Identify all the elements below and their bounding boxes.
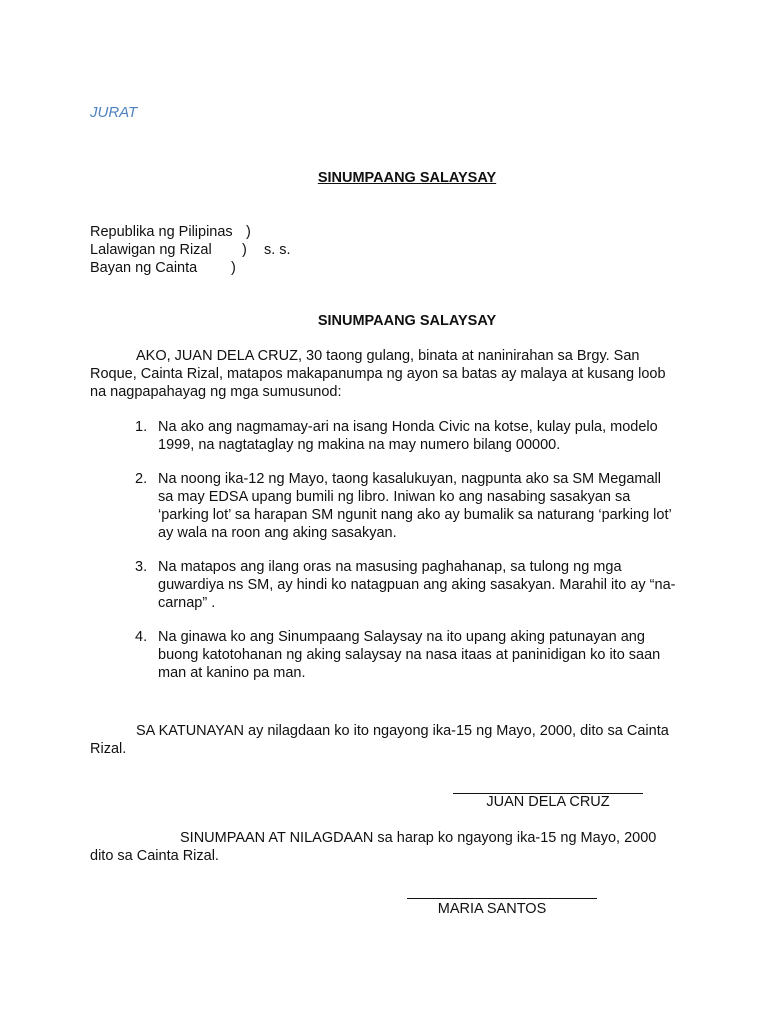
document-title-body: SINUMPAANG SALAYSAY bbox=[317, 313, 497, 329]
jurat-clause-text: SINUMPAAN AT NILAGDAAN sa harap ko ngayong ika-15 ng Mayo, 2000 dito sa Cainta Rizal. bbox=[90, 830, 657, 864]
jurat-paragraph bbox=[90, 829, 670, 865]
item-number: 2. bbox=[135, 471, 148, 487]
list-item bbox=[90, 558, 680, 612]
item-text: Na noong ika-12 ng Mayo, taong kasalukuyan, nagpunta ako sa SM Megamall sa may EDSA upang bumili ng libro. Iniwan ko ang nasabing sasakyan sa ‘parking lot’ sa harapan SM ngunit nang ako ay bumalik sa naturang ‘parking lot’ ay wala na roon ang aking sasakyan. bbox=[158, 471, 672, 541]
venue-paren: ) bbox=[246, 224, 251, 240]
venue-label: Republika ng Pilipinas bbox=[90, 224, 233, 240]
item-text: Na ginawa ko ang Sinumpaang Salaysay na ito upang aking patunayan ang buong katotohanan ng aking salaysay na nasa itaas at paninidigan ko ito saan man at kanino pa man. bbox=[158, 629, 661, 681]
statement-list bbox=[90, 418, 680, 698]
item-number: 1. bbox=[135, 419, 148, 435]
list-item bbox=[90, 470, 680, 542]
item-text: Na ako ang nagmamay-ari na isang Honda Civic na kotse, kulay pula, modelo 1999, na nagtataglay ng makina na may numero bilang 00000. bbox=[158, 419, 658, 453]
affiant-name: JUAN DELA CRUZ bbox=[486, 794, 610, 810]
jurat-heading: JURAT bbox=[90, 104, 138, 121]
intro-paragraph: AKO, JUAN DELA CRUZ, 30 taong gulang, binata at naninirahan sa Brgy. San Roque, Cainta Rizal, matapos makapanumpa ng ayon sa batas ay malaya at kusang loob na nagpapahayag ng mga sumusunod: bbox=[90, 348, 666, 400]
item-number: 3. bbox=[135, 559, 148, 575]
attestation-paragraph: SA KATUNAYAN ay nilagdaan ko ito ngayong ika-15 ng Mayo, 2000, dito sa Cainta Rizal. bbox=[90, 723, 669, 757]
officer-name: MARIA SANTOS bbox=[437, 901, 547, 917]
list-item bbox=[90, 418, 680, 454]
item-text: Na matapos ang ilang oras na masusing paghahanap, sa tulong ng mga guwardiya ns SM, ay hindi ko natagpuan ang aking sasakyan. Marahil ito ay “na-carnap” . bbox=[158, 559, 676, 611]
officer-signature-line bbox=[407, 898, 597, 899]
venue-paren: ) bbox=[242, 242, 247, 258]
list-item bbox=[90, 628, 680, 682]
document-title-top: SINUMPAANG SALAYSAY bbox=[317, 170, 497, 186]
venue-label: Bayan ng Cainta bbox=[90, 260, 198, 276]
venue-ss: s. s. bbox=[264, 242, 291, 258]
venue-paren: ) bbox=[231, 260, 236, 276]
item-number: 4. bbox=[135, 629, 148, 645]
venue-line bbox=[90, 223, 251, 241]
venue-block bbox=[90, 223, 291, 277]
venue-label: Lalawigan ng Rizal bbox=[90, 242, 212, 258]
venue-line bbox=[90, 241, 291, 259]
venue-line bbox=[90, 259, 236, 277]
